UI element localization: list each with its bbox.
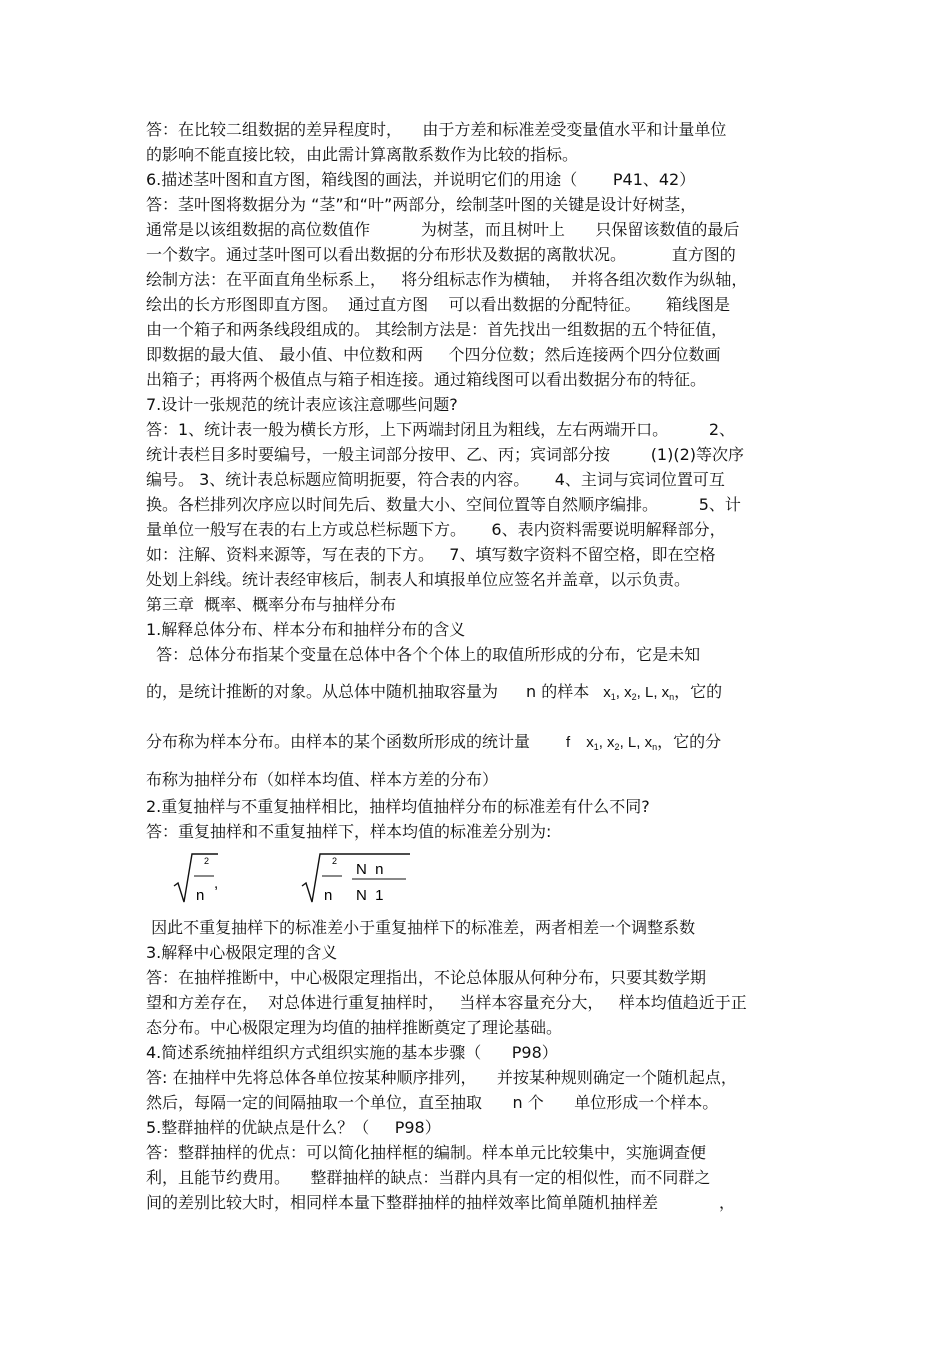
text-line: 处划上斜线。统计表经审核后，制表人和填报单位应签名并盖章，以示负责。 [146, 570, 691, 589]
text-line-with-math [146, 682, 722, 702]
std-formulas [170, 850, 430, 910]
text-line: 答：总体分布指某个变量在总体中各个个体上的取值所形成的分布，它是未知 [146, 645, 701, 664]
question-heading: 3.解释中心极限定理的含义 [146, 943, 338, 962]
text-line: 绘制方法：在平面直角坐标系上， 将分组标志作为横轴， 并将各组次数作为纵轴， [146, 270, 748, 289]
text-line: 如：注解、资料来源等，写在表的下方。 7、填写数字资料不留空格，即在空格 [146, 545, 716, 564]
text-line: 换。各栏排列次序应以时间先后、数量大小、空间位置等自然顺序编排。 5、计 [146, 495, 741, 514]
text-line: 望和方差存在， 对总体进行重复抽样时， 当样本容量充分大， 样本均值趋近于正 [146, 993, 747, 1012]
text-line: 量单位一般写在表的右上方或总栏标题下方。 6、表内资料需要说明解释部分， [146, 520, 726, 539]
denominator-N-1: N 1 [356, 887, 384, 904]
question-heading: 7.设计一张规范的统计表应该注意哪些问题? [146, 395, 458, 414]
question-heading: 2.重复抽样与不重复抽样相比，抽样均值抽样分布的标准差有什么不同? [146, 797, 650, 816]
text-span: n 的样本 [526, 682, 590, 701]
text-line: 间的差别比较大时，相同样本量下整群抽样的抽样效率比简单随机抽样差 ， [146, 1193, 736, 1212]
text-line: 统计表栏目多时要编号，一般主词部分按甲、乙、丙；宾词部分按 (1)(2)等次序 [146, 445, 745, 464]
text-line: 布称为抽样分布（如样本均值、样本方差的分布） [146, 770, 499, 789]
text-line: 答：1、统计表一般为横长方形，上下两端封闭且为粗线，左右两端开口。 2、 [146, 420, 736, 439]
text-line: 的影响不能直接比较，由此需计算离散系数作为比较的指标。 [146, 145, 579, 164]
text-line: 出箱子；再将两个极值点与箱子相连接。通过箱线图可以看出数据分布的特征。 [146, 370, 707, 389]
text-line: 即数据的最大值、 最小值、中位数和两 个四分位数；然后连接两个四分位数画 [146, 345, 721, 364]
comma: , [214, 875, 219, 892]
text-line: 一个数字。通过茎叶图可以看出数据的分布形状及数据的离散状况。 直方图的 [146, 245, 736, 264]
text-line: 绘出的长方形图即直方图。 通过直方图 可以看出数据的分配特征。 箱线图是 [146, 295, 730, 314]
text-line: 利，且能节约费用。 整群抽样的缺点：当群内具有一定的相似性，而不同群之 [146, 1168, 711, 1187]
text-line: 答: 在抽样中先将总体各单位按某种顺序排列， 并按某种规则确定一个随机起点， [146, 1068, 737, 1087]
text-line: 由一个箱子和两条线段组成的。 其绘制方法是：首先找出一组数据的五个特征值， [146, 320, 728, 339]
question-heading: 1.解释总体分布、样本分布和抽样分布的含义 [146, 620, 466, 639]
text-line: 通常是以该组数据的高位数值作 为树茎，而且树叶上 只保留该数值的最后 [146, 220, 740, 239]
sample-vector-math: $x_1$, $x_2$, L, $x_n$ [603, 684, 675, 702]
question-heading: 5.整群抽样的优缺点是什么？（ P98） [146, 1118, 441, 1137]
superscript-2: 2 [332, 856, 338, 866]
chapter-heading: 第三章 概率、概率分布与抽样分布 [146, 595, 397, 614]
text-line: 答：重复抽样和不重复抽样下，样本均值的标准差分别为: [146, 822, 552, 841]
statistic-math: f $x_1$, $x_2$, L, $x_n$ [566, 734, 658, 752]
text-line: 答：茎叶图将数据分为 “茎”和“叶”两部分，绘制茎叶图的关键是设计好树茎， [146, 195, 697, 214]
text-line: 态分布。中心极限定理为均值的抽样推断奠定了理论基础。 [146, 1018, 563, 1037]
text-line-with-math [146, 732, 721, 752]
question-heading: 6.描述茎叶图和直方图，箱线图的画法，并说明它们的用途（ P41、42） [146, 170, 696, 189]
text-line: 编号。 3、统计表总标题应简明扼要，符合表的内容。 4、主词与宾词位置可互 [146, 470, 725, 489]
text-line: 答：在比较二组数据的差异程度时， 由于方差和标准差受变量值水平和计量单位 [146, 120, 727, 139]
text-line: 然后，每隔一定的间隔抽取一个单位，直至抽取 n 个 单位形成一个样本。 [146, 1093, 719, 1112]
text-line: 因此不重复抽样下的标准差小于重复抽样下的标准差，两者相差一个调整系数 [146, 918, 696, 937]
text-line: 答：整群抽样的优点：可以简化抽样框的编制。样本单元比较集中，实施调查便 [146, 1143, 707, 1162]
text-span: 分布称为样本分布。由样本的某个函数所形成的统计量 [146, 732, 531, 751]
text-line: 答：在抽样推断中，中心极限定理指出，不论总体服从何种分布，只要其数学期 [146, 968, 707, 987]
question-heading: 4.简述系统抽样组织方式组织实施的基本步骤（ P98） [146, 1043, 558, 1062]
text-span: ，它的 [674, 682, 723, 701]
superscript-2: 2 [204, 856, 210, 866]
text-span: 的，是统计推断的对象。从总体中随机抽取容量为 [146, 682, 499, 701]
numerator-N-n: N n [356, 861, 384, 878]
denominator-n: n [324, 887, 333, 904]
denominator-n: n [196, 887, 205, 904]
text-span: ，它的分 [657, 732, 722, 751]
